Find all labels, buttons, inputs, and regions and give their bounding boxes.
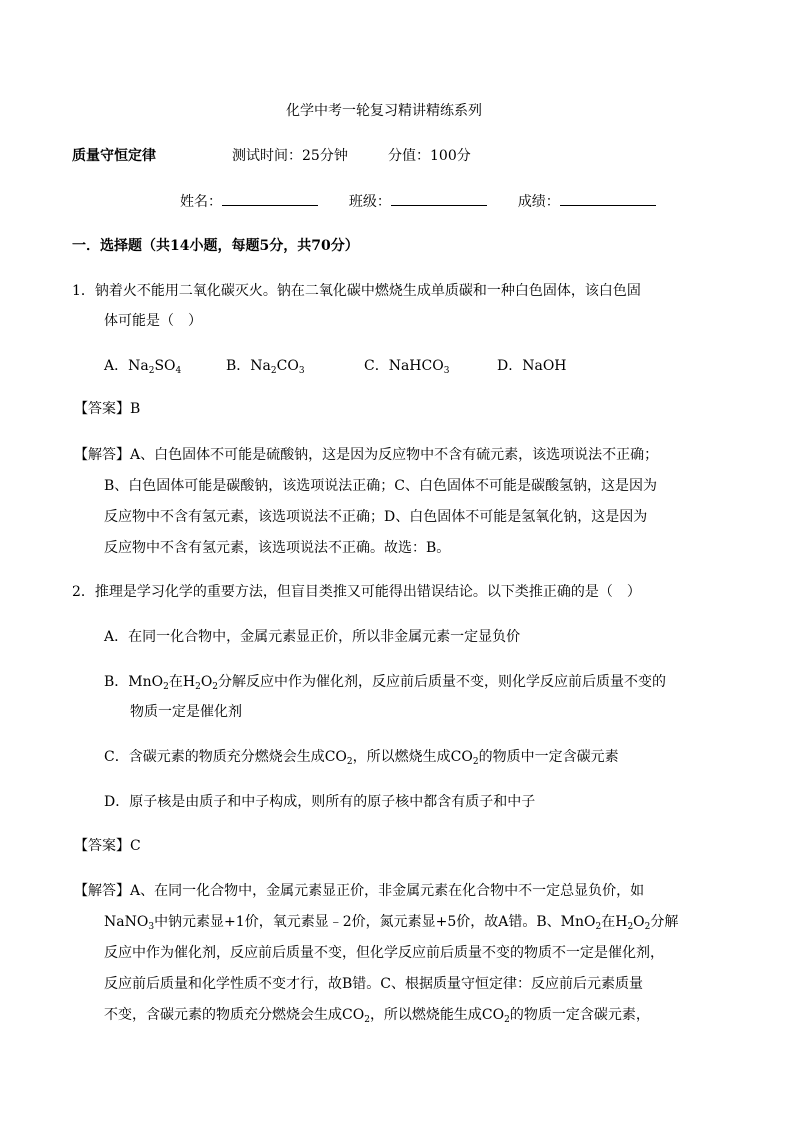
q2-explanation-line3: 反应中作为催化剂，反应前后质量不变，但化学反应前后质量不变的物质不一定是催化剂，: [104, 945, 664, 961]
q1-explanation-line2: B、白色固体可能是碳酸钠，该选项说法正确；C、白色固体不可能是碳酸氢钠，这是因为: [104, 478, 657, 494]
doc-title: 化学中考一轮复习精讲精练系列: [286, 103, 482, 119]
section-heading: 一．选择题（共14小题，每题5分，共70分）: [72, 238, 359, 254]
grade-field[interactable]: [560, 191, 656, 206]
topic-title: 质量守恒定律: [72, 148, 156, 164]
q2-option-b-line1: B．MnO$_2$在$H_2O_2$分解反应中作为催化剂，反应前后质量不变，则化学反应前后质量不变的: [104, 674, 667, 692]
student-info-row: [180, 191, 656, 212]
test-time: 测试时间：25分钟: [232, 148, 348, 164]
q1-answer: 【答案】B: [74, 401, 141, 417]
q1-stem-line1: 1．钠着火不能用二氧化碳灭火。钠在二氧化碳中燃烧生成单质碳和一种白色固体，该白色固: [72, 283, 641, 299]
q2-stem: 2．推理是学习化学的重要方法，但盲目类推又可能得出错误结论。以下类推正确的是（ ）: [72, 584, 641, 600]
q2-option-d: D．原子核是由质子和中子构成，则所有的原子核中都含有质子和中子: [104, 794, 536, 810]
q1-option-a: A．$Na_2SO_4$: [104, 358, 182, 376]
grade-label: 成绩：: [517, 194, 560, 210]
q2-answer: 【答案】C: [74, 838, 141, 854]
q1-option-c: C．NaHCO$_3$: [364, 358, 450, 376]
class-label: 班级：: [348, 194, 391, 210]
q1-explanation-line1: 【解答】A、白色固体不可能是硫酸钠，这是因为反应物中不含有硫元素，该选项说法不正确；: [74, 447, 659, 463]
name-label: 姓名：: [180, 194, 222, 210]
score-value: 分值：100分: [388, 148, 471, 164]
q1-explanation-line3: 反应物中不含有氢元素，该选项说法不正确；D、白色固体不可能是氢氧化钠，这是因为: [104, 509, 648, 525]
q1-option-b: B．$Na_2CO_3$: [226, 358, 305, 376]
q2-explanation-line1: 【解答】A、在同一化合物中，金属元素显正价，非金属元素在化合物中不一定总显负价，如: [74, 883, 645, 899]
q2-explanation-line2: NaNO$_3$中钠元素显+1价，氧元素显﹣2价，氮元素显+5价，故A错。B、MnO$_2$在$H_2O_2$分解: [104, 914, 679, 932]
q2-explanation-line4: 反应前后质量和化学性质不变才行，故B错。C、根据质量守恒定律：反应前后元素质量: [104, 976, 643, 992]
q2-explanation-line5: 不变，含碳元素的物质充分燃烧会生成$CO_2$，所以燃烧能生成$CO_2$的物质一定含碳元素，: [104, 1007, 650, 1025]
q1-stem-line2: 体可能是（ ）: [104, 313, 202, 329]
q1-explanation-line4: 反应物中不含有氢元素，该选项说法不正确。故选：B。: [104, 540, 451, 556]
q2-option-c: C．含碳元素的物质充分燃烧会生成$CO_2$，所以燃烧生成$CO_2$的物质中一定含碳元素: [104, 749, 619, 767]
name-field[interactable]: [222, 191, 318, 206]
q2-option-a: A．在同一化合物中，金属元素显正价，所以非金属元素一定显负价: [104, 629, 521, 645]
q1-option-d: D．NaOH: [497, 358, 567, 374]
class-field[interactable]: [391, 191, 487, 206]
q2-option-b-line2: 物质一定是催化剂: [130, 704, 242, 720]
